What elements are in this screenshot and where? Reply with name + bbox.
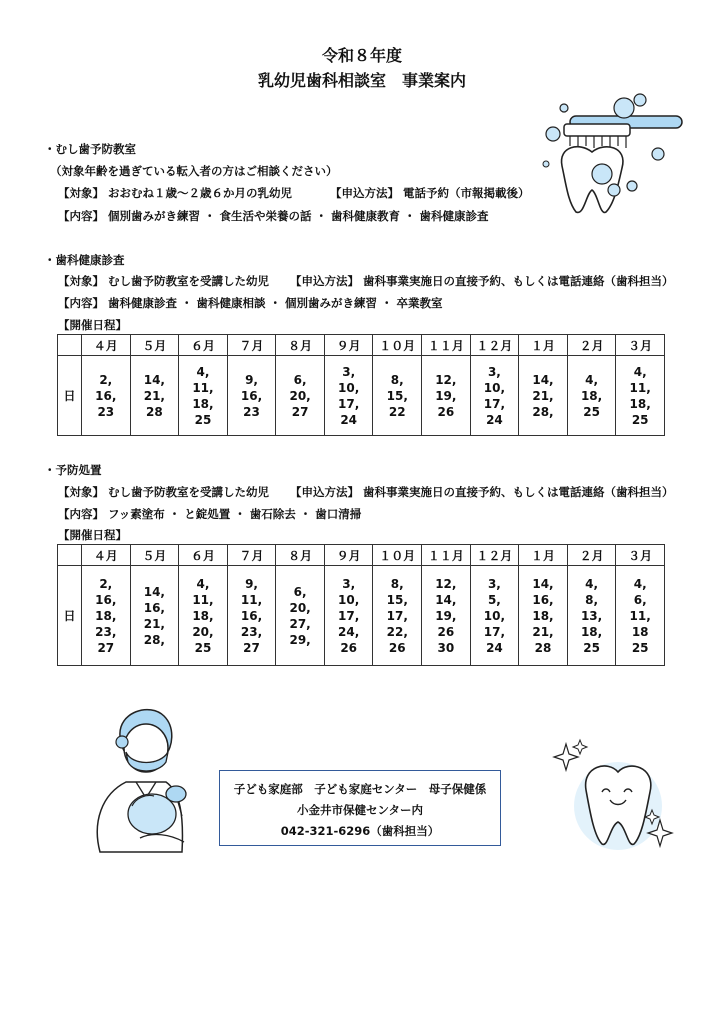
day-cell xyxy=(179,356,228,436)
table-corner xyxy=(58,545,82,566)
day-values: 14, 16, 21, 28, xyxy=(143,584,165,647)
contact-department: 子ども家庭部 子ども家庭センター 母子保健係 xyxy=(233,782,487,796)
day-values: 3, 5, 10, 17, 24 xyxy=(483,576,506,655)
day-cell xyxy=(227,566,276,666)
day-values: 12, 14, 19, 26 30 xyxy=(435,576,457,655)
section3-schedule-label: 【開催日程】 xyxy=(58,528,127,542)
day-values: 6, 20, 27 xyxy=(289,372,311,419)
day-values: 4, 6, 11, 18 25 xyxy=(629,576,651,655)
month-header: ６月 xyxy=(179,335,228,356)
section-heading-preventive-treatment: ・予防処置 xyxy=(44,463,102,477)
month-header: １２月 xyxy=(470,335,519,356)
day-values: 9, 11, 16, 23, 27 xyxy=(240,576,263,655)
day-values: 2, 16, 18, 23, 27 xyxy=(95,576,117,655)
section2-target: 【対象】 むし歯予防教室を受講した幼児 xyxy=(58,274,270,288)
month-header: １１月 xyxy=(422,545,471,566)
day-cell xyxy=(82,356,131,436)
day-values: 4, 11, 18, 20, 25 xyxy=(192,576,214,655)
day-values: 4, 11, 18, 25 xyxy=(629,364,651,427)
month-header: ３月 xyxy=(616,545,665,566)
day-values: 4, 8, 13, 18, 25 xyxy=(580,576,603,655)
table-row xyxy=(58,566,665,666)
toothbrush-tooth-icon xyxy=(540,94,690,224)
day-cell xyxy=(519,356,568,436)
month-header: ５月 xyxy=(130,545,179,566)
section2-apply: 【申込方法】 歯科事業実施日の直接予約、もしくは電話連絡（歯科担当） xyxy=(290,274,674,288)
month-header: １２月 xyxy=(470,545,519,566)
checkup-schedule-table xyxy=(57,334,665,436)
day-values: 12, 19, 26 xyxy=(435,372,457,419)
day-cell xyxy=(470,566,519,666)
month-header: ７月 xyxy=(227,335,276,356)
month-header: １０月 xyxy=(373,545,422,566)
contact-box xyxy=(219,770,501,846)
month-header: ３月 xyxy=(616,335,665,356)
day-values: 14, 16, 18, 21, 28 xyxy=(532,576,554,655)
day-cell xyxy=(179,566,228,666)
contact-location: 小金井市保健センター内 xyxy=(296,803,424,817)
day-cell xyxy=(227,356,276,436)
day-cell xyxy=(373,356,422,436)
section1-note: （対象年齢を過ぎている転入者の方はご相談ください） xyxy=(50,164,338,178)
day-values: 14, 21, 28 xyxy=(143,372,165,419)
month-header: ８月 xyxy=(276,545,325,566)
day-cell xyxy=(616,356,665,436)
month-header: ５月 xyxy=(130,335,179,356)
day-cell xyxy=(567,566,616,666)
dental-hygienist-icon xyxy=(80,702,210,852)
month-header: ９月 xyxy=(324,545,373,566)
contact-phone: 042-321-6296（歯科担当） xyxy=(280,824,440,838)
section1-apply: 【申込方法】 電話予約（市報掲載後） xyxy=(330,186,530,200)
month-header: １月 xyxy=(519,335,568,356)
day-values: 4, 11, 18, 25 xyxy=(192,364,214,427)
table-corner xyxy=(58,335,82,356)
day-cell xyxy=(324,566,373,666)
day-values: 8, 15, 22 xyxy=(386,372,408,419)
month-header: １０月 xyxy=(373,335,422,356)
preventive-schedule-table xyxy=(57,544,665,666)
section3-apply: 【申込方法】 歯科事業実施日の直接予約、もしくは電話連絡（歯科担当） xyxy=(290,485,674,499)
day-cell xyxy=(470,356,519,436)
title-year: 令和８年度 xyxy=(321,46,402,65)
section1-target: 【対象】 おおむね１歳～２歳６か月の乳幼児 xyxy=(58,186,293,200)
month-header: ９月 xyxy=(324,335,373,356)
section-heading-prevention-class: ・むし歯予防教室 xyxy=(44,142,136,156)
day-cell xyxy=(422,566,471,666)
day-values: 9, 16, 23 xyxy=(240,372,263,419)
month-header: ２月 xyxy=(567,545,616,566)
section-heading-dental-checkup: ・歯科健康診査 xyxy=(44,253,125,267)
day-values: 8, 15, 17, 22, 26 xyxy=(386,576,408,655)
day-cell xyxy=(276,566,325,666)
smiling-tooth-icon xyxy=(552,740,682,860)
day-values: 6, 20, 27, 29, xyxy=(289,584,311,647)
table-header-row xyxy=(58,545,665,566)
day-cell xyxy=(519,566,568,666)
day-values: 2, 16, 23 xyxy=(95,372,117,419)
day-cell xyxy=(130,356,179,436)
row-label-day: 日 xyxy=(58,566,82,666)
day-values: 3, 10, 17, 24, 26 xyxy=(338,576,360,655)
month-header: ６月 xyxy=(179,545,228,566)
table-header-row xyxy=(58,335,665,356)
month-header: ８月 xyxy=(276,335,325,356)
month-header: ４月 xyxy=(82,335,131,356)
page-title: 乳幼児歯科相談室 事業案内 xyxy=(257,71,466,90)
day-cell xyxy=(130,566,179,666)
day-values: 3, 10, 17, 24 xyxy=(338,364,360,427)
day-values: 14, 21, 28, xyxy=(532,372,554,419)
section3-target: 【対象】 むし歯予防教室を受講した幼児 xyxy=(58,485,270,499)
month-header: ２月 xyxy=(567,335,616,356)
day-cell xyxy=(276,356,325,436)
section3-content: 【内容】 フッ素塗布 ・ と錠処置 ・ 歯石除去 ・ 歯口清掃 xyxy=(58,507,362,521)
day-values: 4, 18, 25 xyxy=(580,372,603,419)
day-cell xyxy=(616,566,665,666)
day-cell xyxy=(82,566,131,666)
day-cell xyxy=(567,356,616,436)
month-header: ４月 xyxy=(82,545,131,566)
table-row xyxy=(58,356,665,436)
day-cell xyxy=(422,356,471,436)
day-cell xyxy=(324,356,373,436)
day-cell xyxy=(373,566,422,666)
day-values: 3, 10, 17, 24 xyxy=(483,364,506,427)
month-header: １月 xyxy=(519,545,568,566)
section2-schedule-label: 【開催日程】 xyxy=(58,318,127,332)
row-label-day: 日 xyxy=(58,356,82,436)
section1-content: 【内容】 個別歯みがき練習 ・ 食生活や栄養の話 ・ 歯科健康教育 ・ 歯科健康診査 xyxy=(58,209,489,223)
section2-content: 【内容】 歯科健康診査 ・ 歯科健康相談 ・ 個別歯みがき練習 ・ 卒業教室 xyxy=(58,296,443,310)
month-header: １１月 xyxy=(422,335,471,356)
month-header: ７月 xyxy=(227,545,276,566)
